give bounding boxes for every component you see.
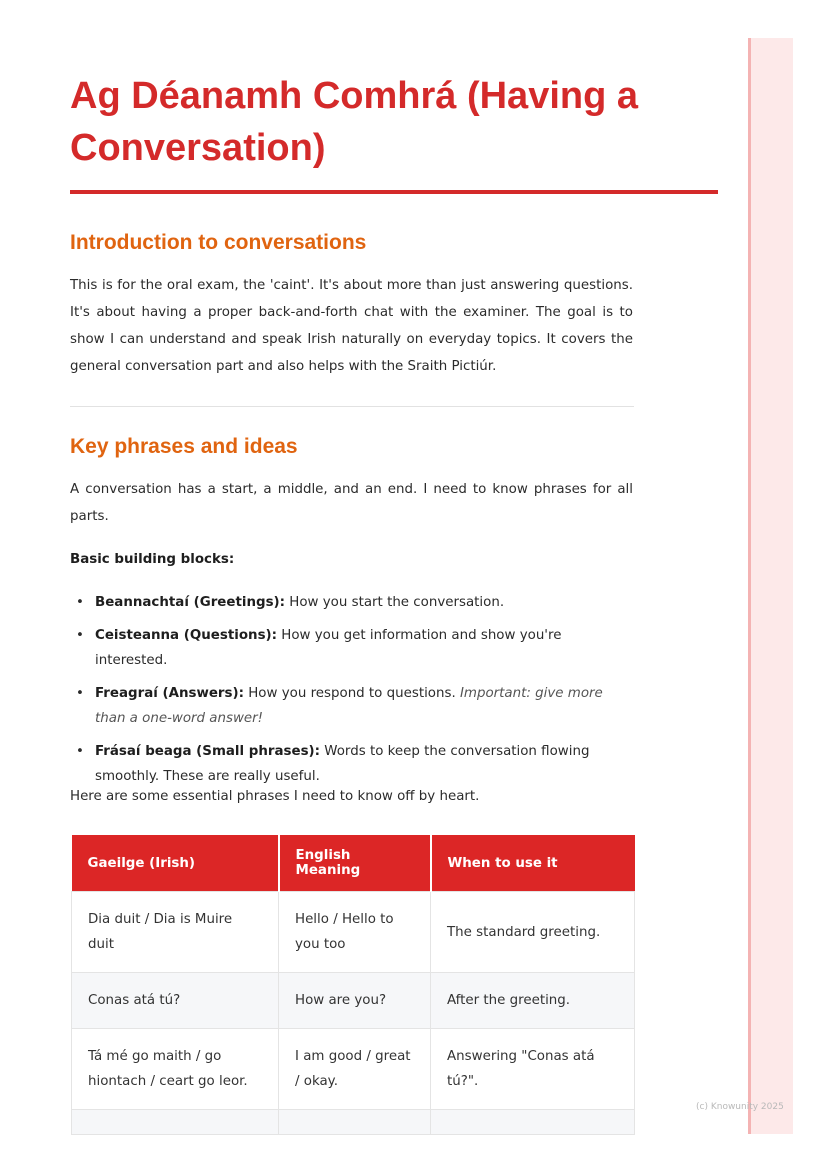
table-cell [279, 1110, 431, 1135]
list-item-term: Frásaí beaga (Small phrases): [95, 744, 321, 759]
list-item-desc: How you respond to questions. [243, 686, 460, 701]
side-margin-strip [748, 38, 793, 1134]
column-header-usage: When to use it [431, 835, 635, 892]
table-cell: After the greeting. [431, 973, 635, 1029]
list-item-desc: How you start the conversation. [285, 595, 505, 610]
intro-paragraph: This is for the oral exam, the 'caint'. It's about more than just answering questions. It's about having a proper back-and-forth chat with the examiner. The goal is to show I can understand and speak Irish naturally on everyday topics. It covers the general conversation part and also helps with the Sraith Pictiúr. [70, 278, 633, 374]
column-header-irish: Gaeilge (Irish) [72, 835, 279, 892]
page-title: Ag Déanamh Comhrá (Having a Conversation) [70, 75, 638, 169]
list-item [76, 590, 636, 615]
table-cell: Conas atá tú? [72, 973, 279, 1029]
table-header-row [72, 835, 635, 892]
table-cell [72, 1110, 279, 1135]
column-header-english: English Meaning [279, 835, 431, 892]
building-blocks-label: Basic building blocks: [70, 552, 235, 567]
table-row [72, 973, 635, 1029]
list-item-term: Freagraí (Answers): [95, 686, 244, 701]
key-phrases-paragraph: A conversation has a start, a middle, and an end. I need to know phrases for all parts. [70, 482, 633, 524]
list-item-desc: How you get information and show you're interested. [95, 628, 562, 668]
table-cell: How are you? [279, 973, 431, 1029]
building-blocks-list [76, 590, 636, 797]
bullet-icon: • [76, 628, 84, 643]
list-item-term: Beannachtaí (Greetings): [95, 595, 286, 610]
bullet-icon: • [76, 744, 84, 759]
table-cell [431, 1110, 635, 1135]
list-item-term: Ceisteanna (Questions): [95, 628, 278, 643]
table-cell: I am good / great / okay. [279, 1029, 431, 1110]
intro-heading: Introduction to conversations [70, 231, 367, 254]
table-cell: Answering "Conas atá tú?". [431, 1029, 635, 1110]
table-cell: Tá mé go maith / go hiontach / ceart go leor. [72, 1029, 279, 1110]
list-item [76, 739, 636, 789]
table-intro: Here are some essential phrases I need to know off by heart. [70, 789, 480, 804]
key-phrases-heading: Key phrases and ideas [70, 435, 298, 458]
table-cell: Hello / Hello to you too [279, 892, 431, 973]
table-row [72, 1110, 635, 1135]
list-item [76, 623, 636, 673]
table-row [72, 1029, 635, 1110]
bullet-icon: • [76, 686, 84, 701]
list-item [76, 681, 636, 731]
phrases-table [71, 835, 635, 1135]
bullet-icon: • [76, 595, 84, 610]
table-row [72, 892, 635, 973]
table-cell: The standard greeting. [431, 892, 635, 973]
watermark: (c) Knowunity 2025 [696, 1102, 784, 1112]
list-item-desc: Words to keep the conversation flowing smoothly. These are really useful. [95, 744, 590, 784]
table-cell: Dia duit / Dia is Muire duit [72, 892, 279, 973]
list-item-note: Important: give more than a one-word answer! [95, 686, 603, 726]
title-underline [70, 190, 718, 194]
section-divider [70, 406, 634, 407]
